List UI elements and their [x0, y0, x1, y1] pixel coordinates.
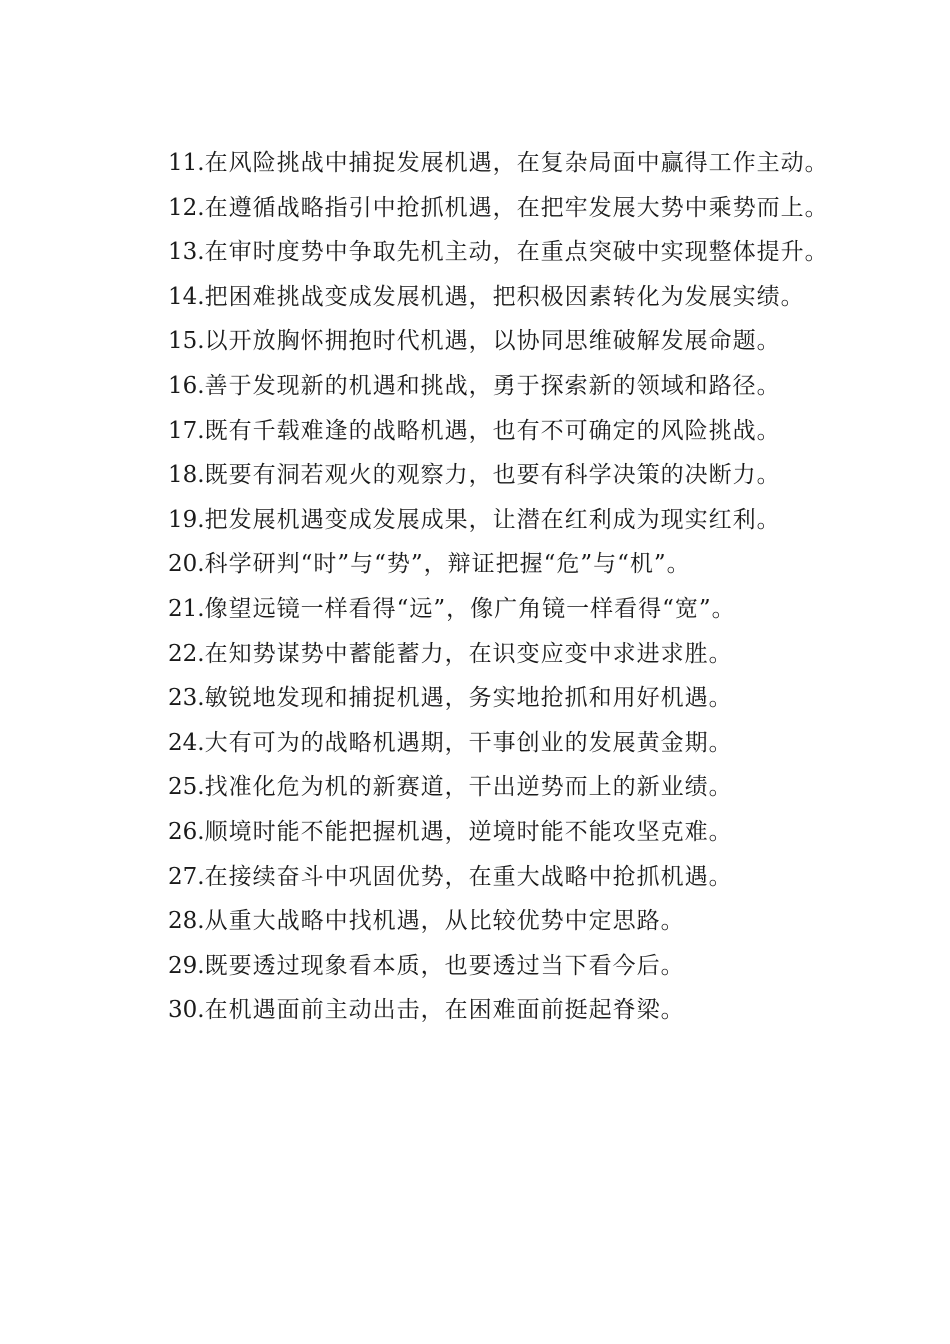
item-number: 17.	[168, 417, 205, 444]
item-number: 16.	[168, 372, 205, 399]
list-item	[120, 319, 836, 364]
item-number: 29.	[168, 952, 205, 979]
item-text: 既要透过现象看本质，也要透过当下看今后。	[204, 952, 685, 979]
item-number: 30.	[168, 997, 205, 1024]
item-number: 24.	[168, 729, 205, 756]
list-item	[120, 141, 836, 186]
item-number: 19.	[168, 506, 205, 533]
item-text: 大有可为的战略机遇期，干事创业的发展黄金期。	[204, 729, 733, 756]
list-item	[120, 409, 836, 454]
list-item	[120, 230, 836, 275]
list-item	[120, 899, 836, 944]
item-number: 27.	[168, 863, 205, 890]
list-item	[120, 810, 836, 855]
list-item	[120, 676, 836, 721]
item-text: 善于发现新的机遇和挑战，勇于探索新的领域和路径。	[204, 372, 781, 399]
item-number: 22.	[168, 640, 205, 667]
list-item	[120, 587, 836, 632]
list-item	[120, 364, 836, 409]
list-item	[120, 186, 836, 231]
item-text: 找准化危为机的新赛道，干出逆势而上的新业绩。	[204, 774, 733, 801]
item-text: 在接续奋斗中巩固优势，在重大战略中抢抓机遇。	[204, 863, 733, 890]
list-item	[120, 721, 836, 766]
item-number: 20.	[168, 551, 205, 578]
list-item	[120, 498, 836, 543]
item-text: 顺境时能不能把握机遇，逆境时能不能攻坚克难。	[204, 818, 733, 845]
item-text: 把困难挑战变成发展机遇，把积极因素转化为发展实绩。	[204, 283, 805, 310]
item-text: 以开放胸怀拥抱时代机遇，以协同思维破解发展命题。	[204, 328, 781, 355]
item-number: 21.	[168, 595, 205, 622]
document-body	[120, 141, 836, 1033]
item-text: 在机遇面前主动出击，在困难面前挺起脊梁。	[204, 997, 685, 1024]
item-text: 把发展机遇变成发展成果，让潜在红利成为现实红利。	[204, 506, 781, 533]
item-number: 12.	[168, 194, 205, 221]
item-text: 在审时度势中争取先机主动，在重点突破中实现整体提升。	[204, 239, 829, 266]
item-number: 13.	[168, 239, 205, 266]
list-item	[120, 944, 836, 989]
list-item	[120, 855, 836, 900]
list-item	[120, 632, 836, 677]
item-text: 从重大战略中找机遇，从比较优势中定思路。	[204, 908, 685, 935]
item-number: 28.	[168, 908, 205, 935]
item-text: 既要有洞若观火的观察力，也要有科学决策的决断力。	[204, 462, 781, 489]
item-number: 11.	[168, 150, 205, 176]
list-item	[120, 765, 836, 810]
list-item	[120, 988, 836, 1033]
item-text: 像望远镜一样看得“远”，像广角镜一样看得“宽”。	[204, 595, 736, 622]
item-text: 在风险挑战中捕捉发展机遇，在复杂局面中赢得工作主动。	[204, 150, 829, 176]
list-item	[120, 542, 836, 587]
item-number: 18.	[168, 462, 205, 489]
item-number: 15.	[168, 328, 205, 355]
item-text: 在遵循战略指引中抢抓机遇，在把牢发展大势中乘势而上。	[204, 194, 829, 221]
item-number: 14.	[168, 283, 205, 310]
item-text: 既有千载难逢的战略机遇，也有不可确定的风险挑战。	[204, 417, 781, 444]
item-text: 在知势谋势中蓄能蓄力，在识变应变中求进求胜。	[204, 640, 733, 667]
item-number: 25.	[168, 774, 205, 801]
item-text: 科学研判“时”与“势”，辩证把握“危”与“机”。	[204, 551, 691, 578]
list-item	[120, 453, 836, 498]
list-item	[120, 275, 836, 320]
item-text: 敏锐地发现和捕捉机遇，务实地抢抓和用好机遇。	[204, 685, 733, 712]
item-number: 23.	[168, 685, 205, 712]
item-number: 26.	[168, 818, 205, 845]
